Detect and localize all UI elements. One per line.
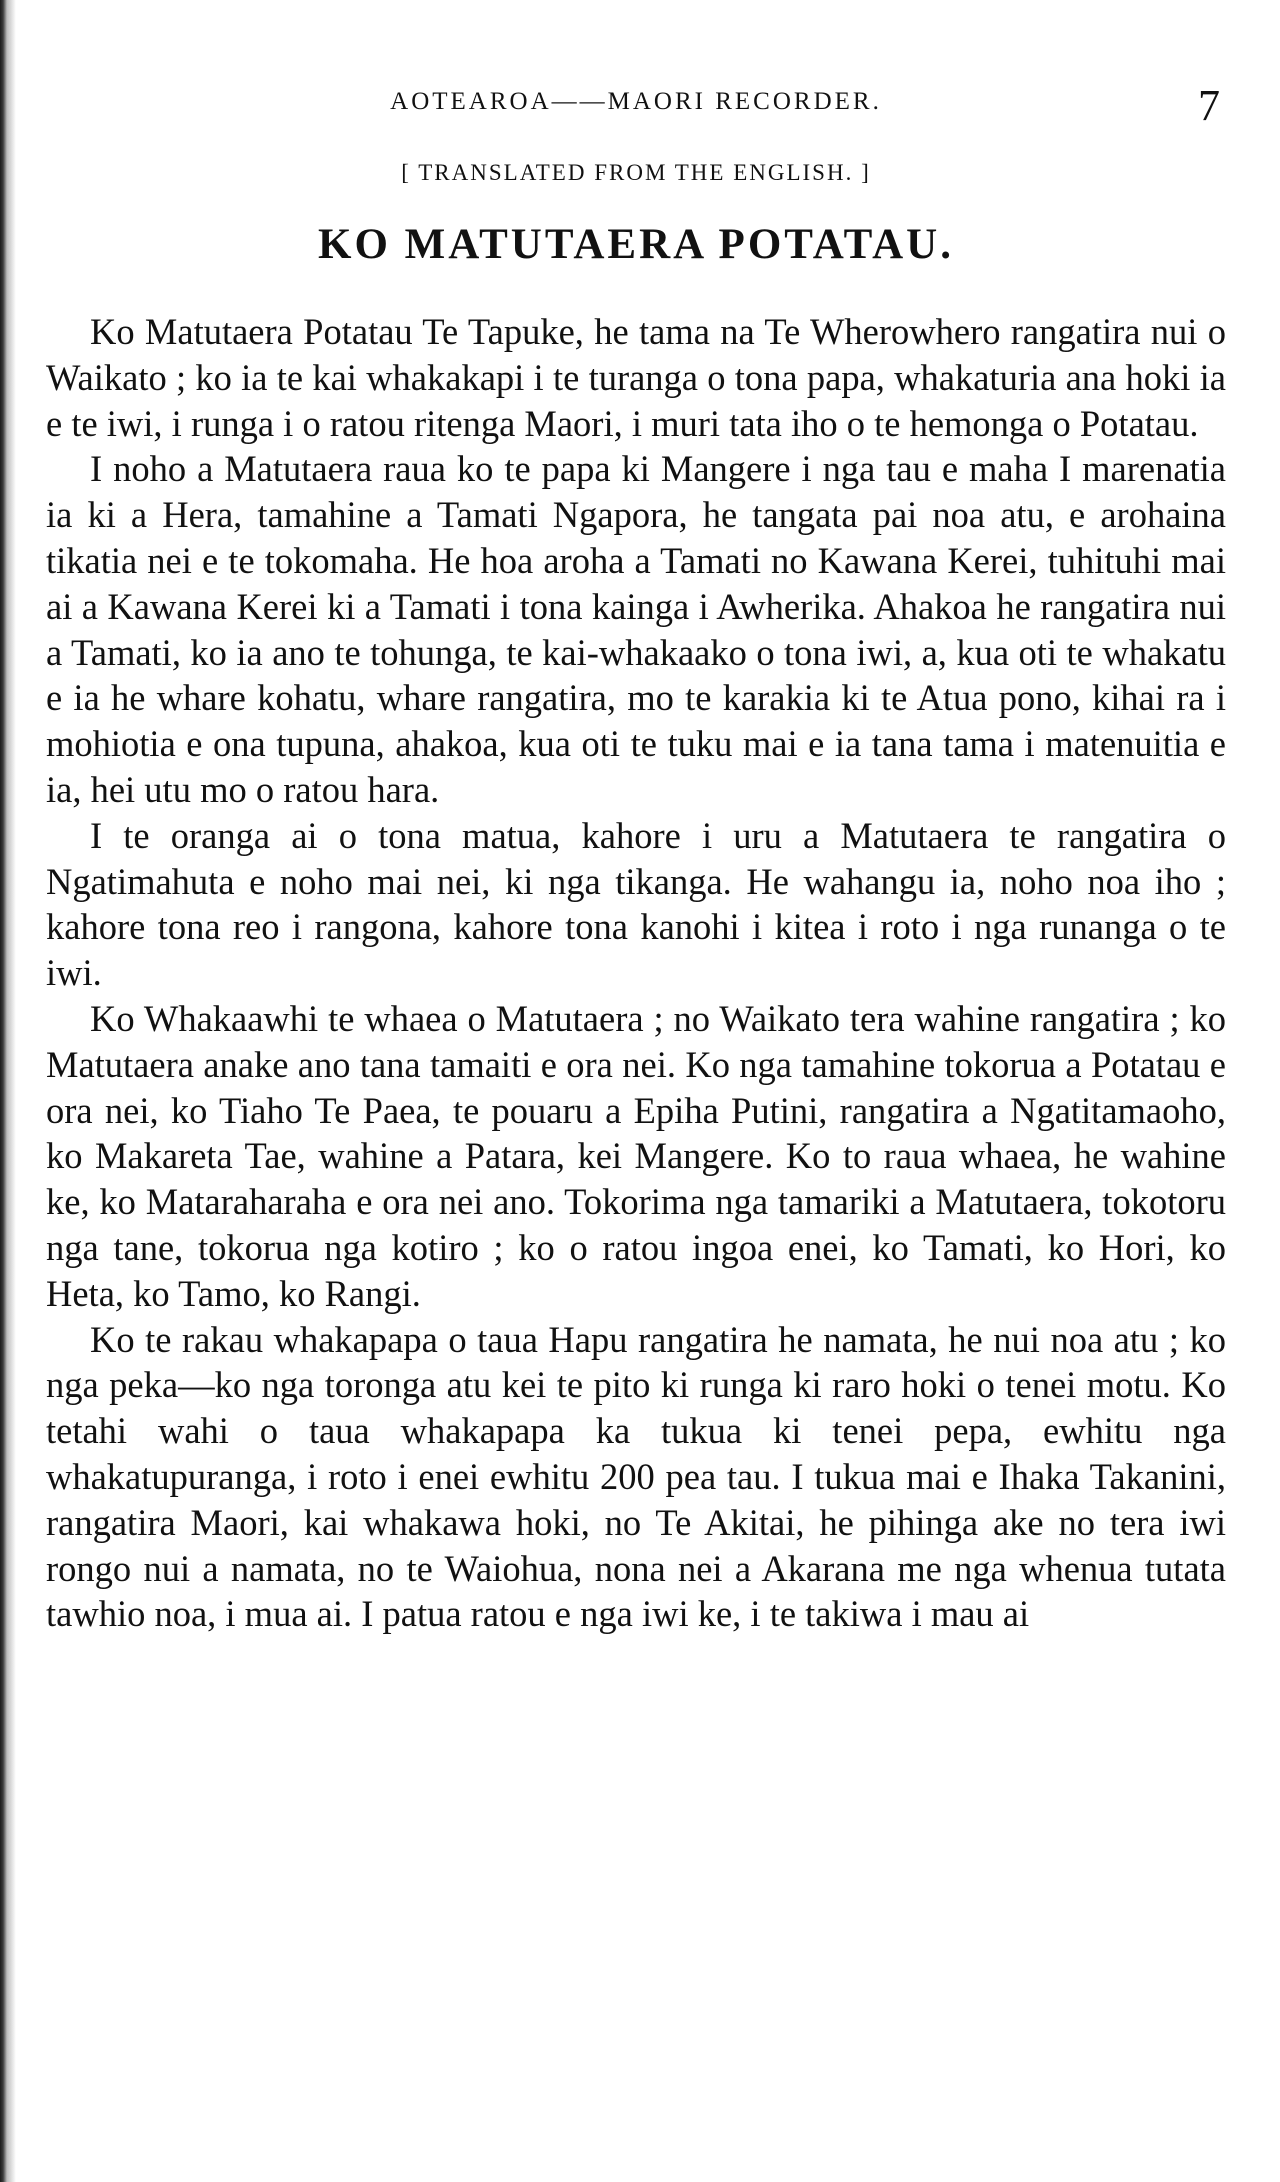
running-title: AOTEAROA——MAORI RECORDER. xyxy=(390,88,882,115)
page xyxy=(46,80,1226,1637)
translation-note: [ TRANSLATED FROM THE ENGLISH. ] xyxy=(401,160,871,185)
running-head xyxy=(46,80,1226,136)
paragraph: Ko Whakaawhi te whaea o Matutaera ; no Waikato tera wahine rangatira ; ko Matutaera anake ano tana tamaiti e ora nei. Ko nga tamahine tokorua a Potatau e ora nei, ko Tiaho Te Paea, te pouaru a Epiha Putini, rangatira a Ngatitamaoho, ko Makareta Tae, wahine a Patara, kei Mangere. Ko to raua whaea, he wahine ke, ko Mataraharaha e ora nei ano. Tokorima nga tamariki a Matutaera, tokotoru nga tane, tokorua nga kotiro ; ko o ratou ingoa enei, ko Tamati, ko Hori, ko Heta, ko Tamo, ko Rangi. xyxy=(46,997,1226,1314)
paragraph: Ko te rakau whakapapa o taua Hapu rangatira he namata, he nui noa atu ; ko nga peka—ko nga toronga atu kei te pito ki runga ki raro hoki o tenei motu. Ko tetahi wahi o taua whakapapa ka tukua ki tenei pepa, ewhitu nga whakatupuranga, i roto i enei ewhitu 200 pea tau. I tukua mai e Ihaka Takanini, rangatira Maori, kai whakawa hoki, no Te Akitai, he pihinga ake no tera iwi rongo nui a namata, no te Waiohua, nona nei a Akarana me nga whenua tutata tawhio noa, i mua ai. I patua ratou e nga iwi ke, i te takiwa i mau ai xyxy=(46,1318,1226,1635)
paragraph: I noho a Matutaera raua ko te papa ki Mangere i nga tau e maha I marenatia ia ki a Hera, tamahine a Tamati Ngapora, he tangata pai noa atu, e arohaina tikatia nei e te tokomaha. He hoa aroha a Tamati no Kawana Kerei, tuhituhi mai ai a Kawana Kerei ki a Tamati i tona kainga i Awherika. Ahakoa he rangatira nui a Tamati, ko ia ano te tohunga, te kai-whakaako o tona iwi, a, kua oti te whakatu e ia he whare kohatu, whare rangatira, mo te karakia ki te Atua pono, kihai ra i mohiotia e ona tupuna, ahakoa, kua oti te tuku mai e ia tana tama i matenuitia e ia, hei utu mo o ratou hara. xyxy=(46,448,1226,810)
article-title: KO MATUTAERA POTATAU. xyxy=(318,221,954,268)
page-number: 7 xyxy=(1198,81,1220,130)
paragraph: Ko Matutaera Potatau Te Tapuke, he tama na Te Wherowhero rangatira nui o Waikato ; ko ia te kai whakakapi i te turanga o tona papa, whakaturia ana hoki ia e te iwi, i runga i o ratou ritenga Maori, i muri tata iho o te hemonga o Potatau. xyxy=(46,311,1226,444)
article-body xyxy=(46,309,1226,1637)
paragraph: I te oranga ai o tona matua, kahore i uru a Matutaera te rangatira o Ngatimahuta e noho mai nei, ki nga tikanga. He wahangu ia, noho noa iho ; kahore tona reo i rangona, kahore tona kanohi i kitea i roto i nga runanga o te iwi. xyxy=(46,814,1226,994)
binding-edge xyxy=(0,0,16,2182)
